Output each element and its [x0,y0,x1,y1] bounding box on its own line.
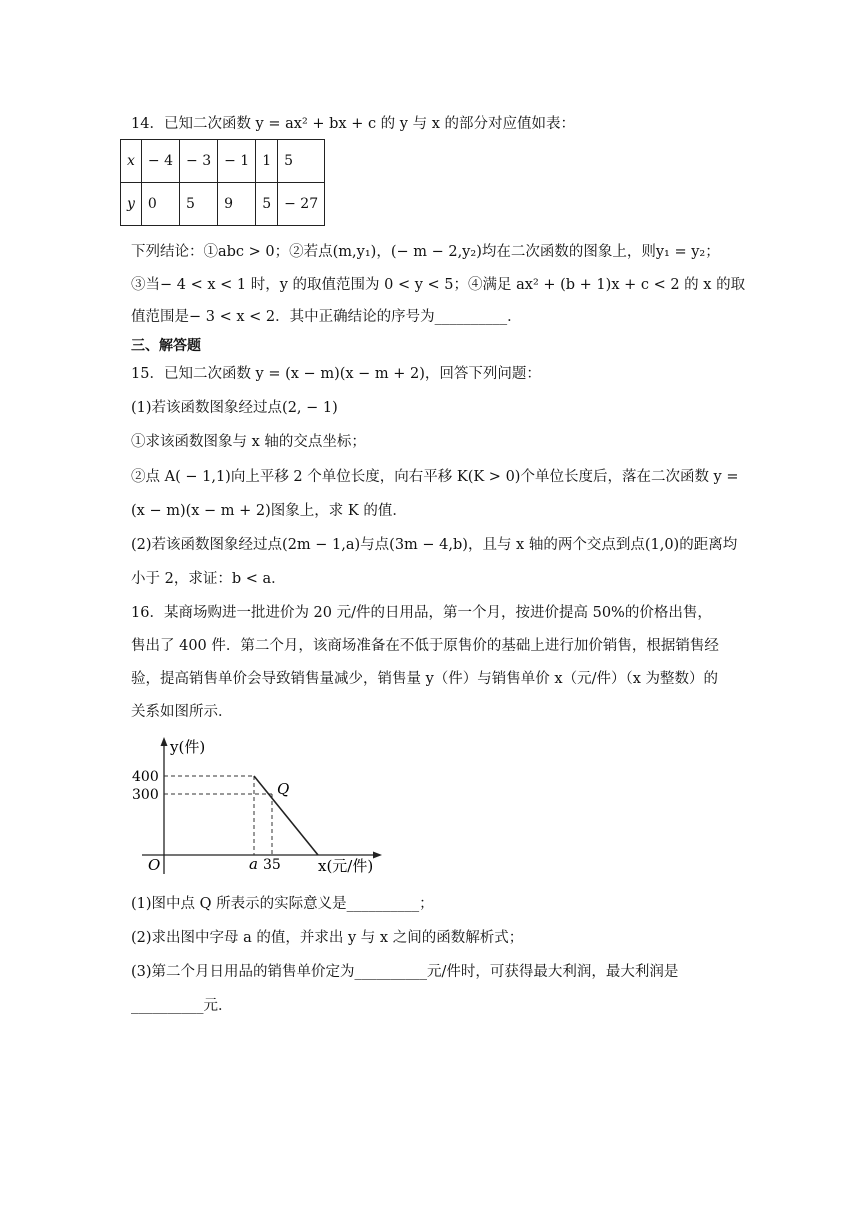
q15-part2-cont: 小于 2，求证：b < a． [131,571,286,587]
sales-graph [130,728,390,880]
q15-part2: (2)若该函数图象经过点(2m − 1,a)与点(3m − 4,b)，且与 x 轴的两个交点到点(1,0)的距离均 [131,537,738,553]
table-cell: − 3 [180,140,218,183]
x-axis-arrow [373,852,382,859]
q15-part1-sub2-cont: (x − m)(x − m + 2)图象上，求 K 的值． [131,503,407,519]
q14-conclusions-3: 值范围是− 3 < x < 2．其中正确结论的序号为__________． [131,309,522,325]
q14-conclusions-1: 下列结论：①abc > 0；②若点(m,y₁)，(− m − 2,y₂)均在二次函数的图象上，则y₁ = y₂； [131,244,720,260]
point-q-label: Q [277,780,290,798]
table-cell: y [121,183,142,226]
y-tick-400: 400 [132,769,159,785]
origin-label: O [148,856,161,874]
q14-stem: 14．已知二次函数 y = ax² + bx + c 的 y 与 x 的部分对应值如表： [131,116,575,132]
section-title: 三、解答题 [131,338,201,354]
q16-part3: (3)第二个月日用品的销售单价定为__________元/件时，可获得最大利润，最大利润是 [131,964,679,980]
x-axis-label: x(元/件) [318,857,374,875]
table-cell: 5 [278,140,325,183]
q16-stem-3: 验，提高销售单价会导致销售量减少，销售量 y（件）与销售单价 x（元/件）（x 为整数）的 [131,671,719,687]
q16-stem-1: 16．某商场购进一批进价为 20 元/件的日用品，第一个月，按进价提高 50%的价格出售， [131,605,712,621]
q15-stem: 15．已知二次函数 y = (x − m)(x − m + 2)，回答下列问题： [131,366,541,382]
table-cell: − 4 [141,140,179,183]
table-cell: x [121,140,142,183]
q16-part1: (1)图中点 Q 所表示的实际意义是__________； [131,896,434,912]
q15-part1-sub2: ②点 A( − 1,1)向上平移 2 个单位长度，向右平移 K(K > 0)个单位长度后，落在二次函数 y = [131,469,739,485]
q16-stem-4: 关系如图所示． [131,704,233,720]
y-tick-300: 300 [132,787,159,803]
q16-part2: (2)求出图中字母 a 的值，并求出 y 与 x 之间的函数解析式； [131,930,524,946]
table-cell: 0 [141,183,179,226]
q16-part3-cont: __________元． [131,998,233,1014]
table-row [121,140,325,183]
table-cell: 5 [256,183,278,226]
value-table [120,139,325,226]
table-cell: 9 [218,183,256,226]
x-tick-a: a [249,855,258,873]
table-cell: − 27 [278,183,325,226]
table-cell: − 1 [218,140,256,183]
y-axis-arrow [161,737,168,746]
q15-part1-sub1: ①求该函数图象与 x 轴的交点坐标； [131,434,366,450]
x-tick-35: 35 [263,857,281,873]
q16-stem-2: 售出了 400 件．第二个月，该商场准备在不低于原售价的基础上进行加价销售，根据销售经 [131,638,719,654]
q14-conclusions-2: ③当− 4 < x < 1 时，y 的取值范围为 0 < y < 5；④满足 ax² + (b + 1)x + c < 2 的 x 的取 [131,277,746,293]
q15-part1: (1)若该函数图象经过点(2, − 1) [131,400,338,416]
table-cell: 5 [180,183,218,226]
table-row [121,183,325,226]
y-axis-label: y(件) [170,738,206,756]
table-cell: 1 [256,140,278,183]
